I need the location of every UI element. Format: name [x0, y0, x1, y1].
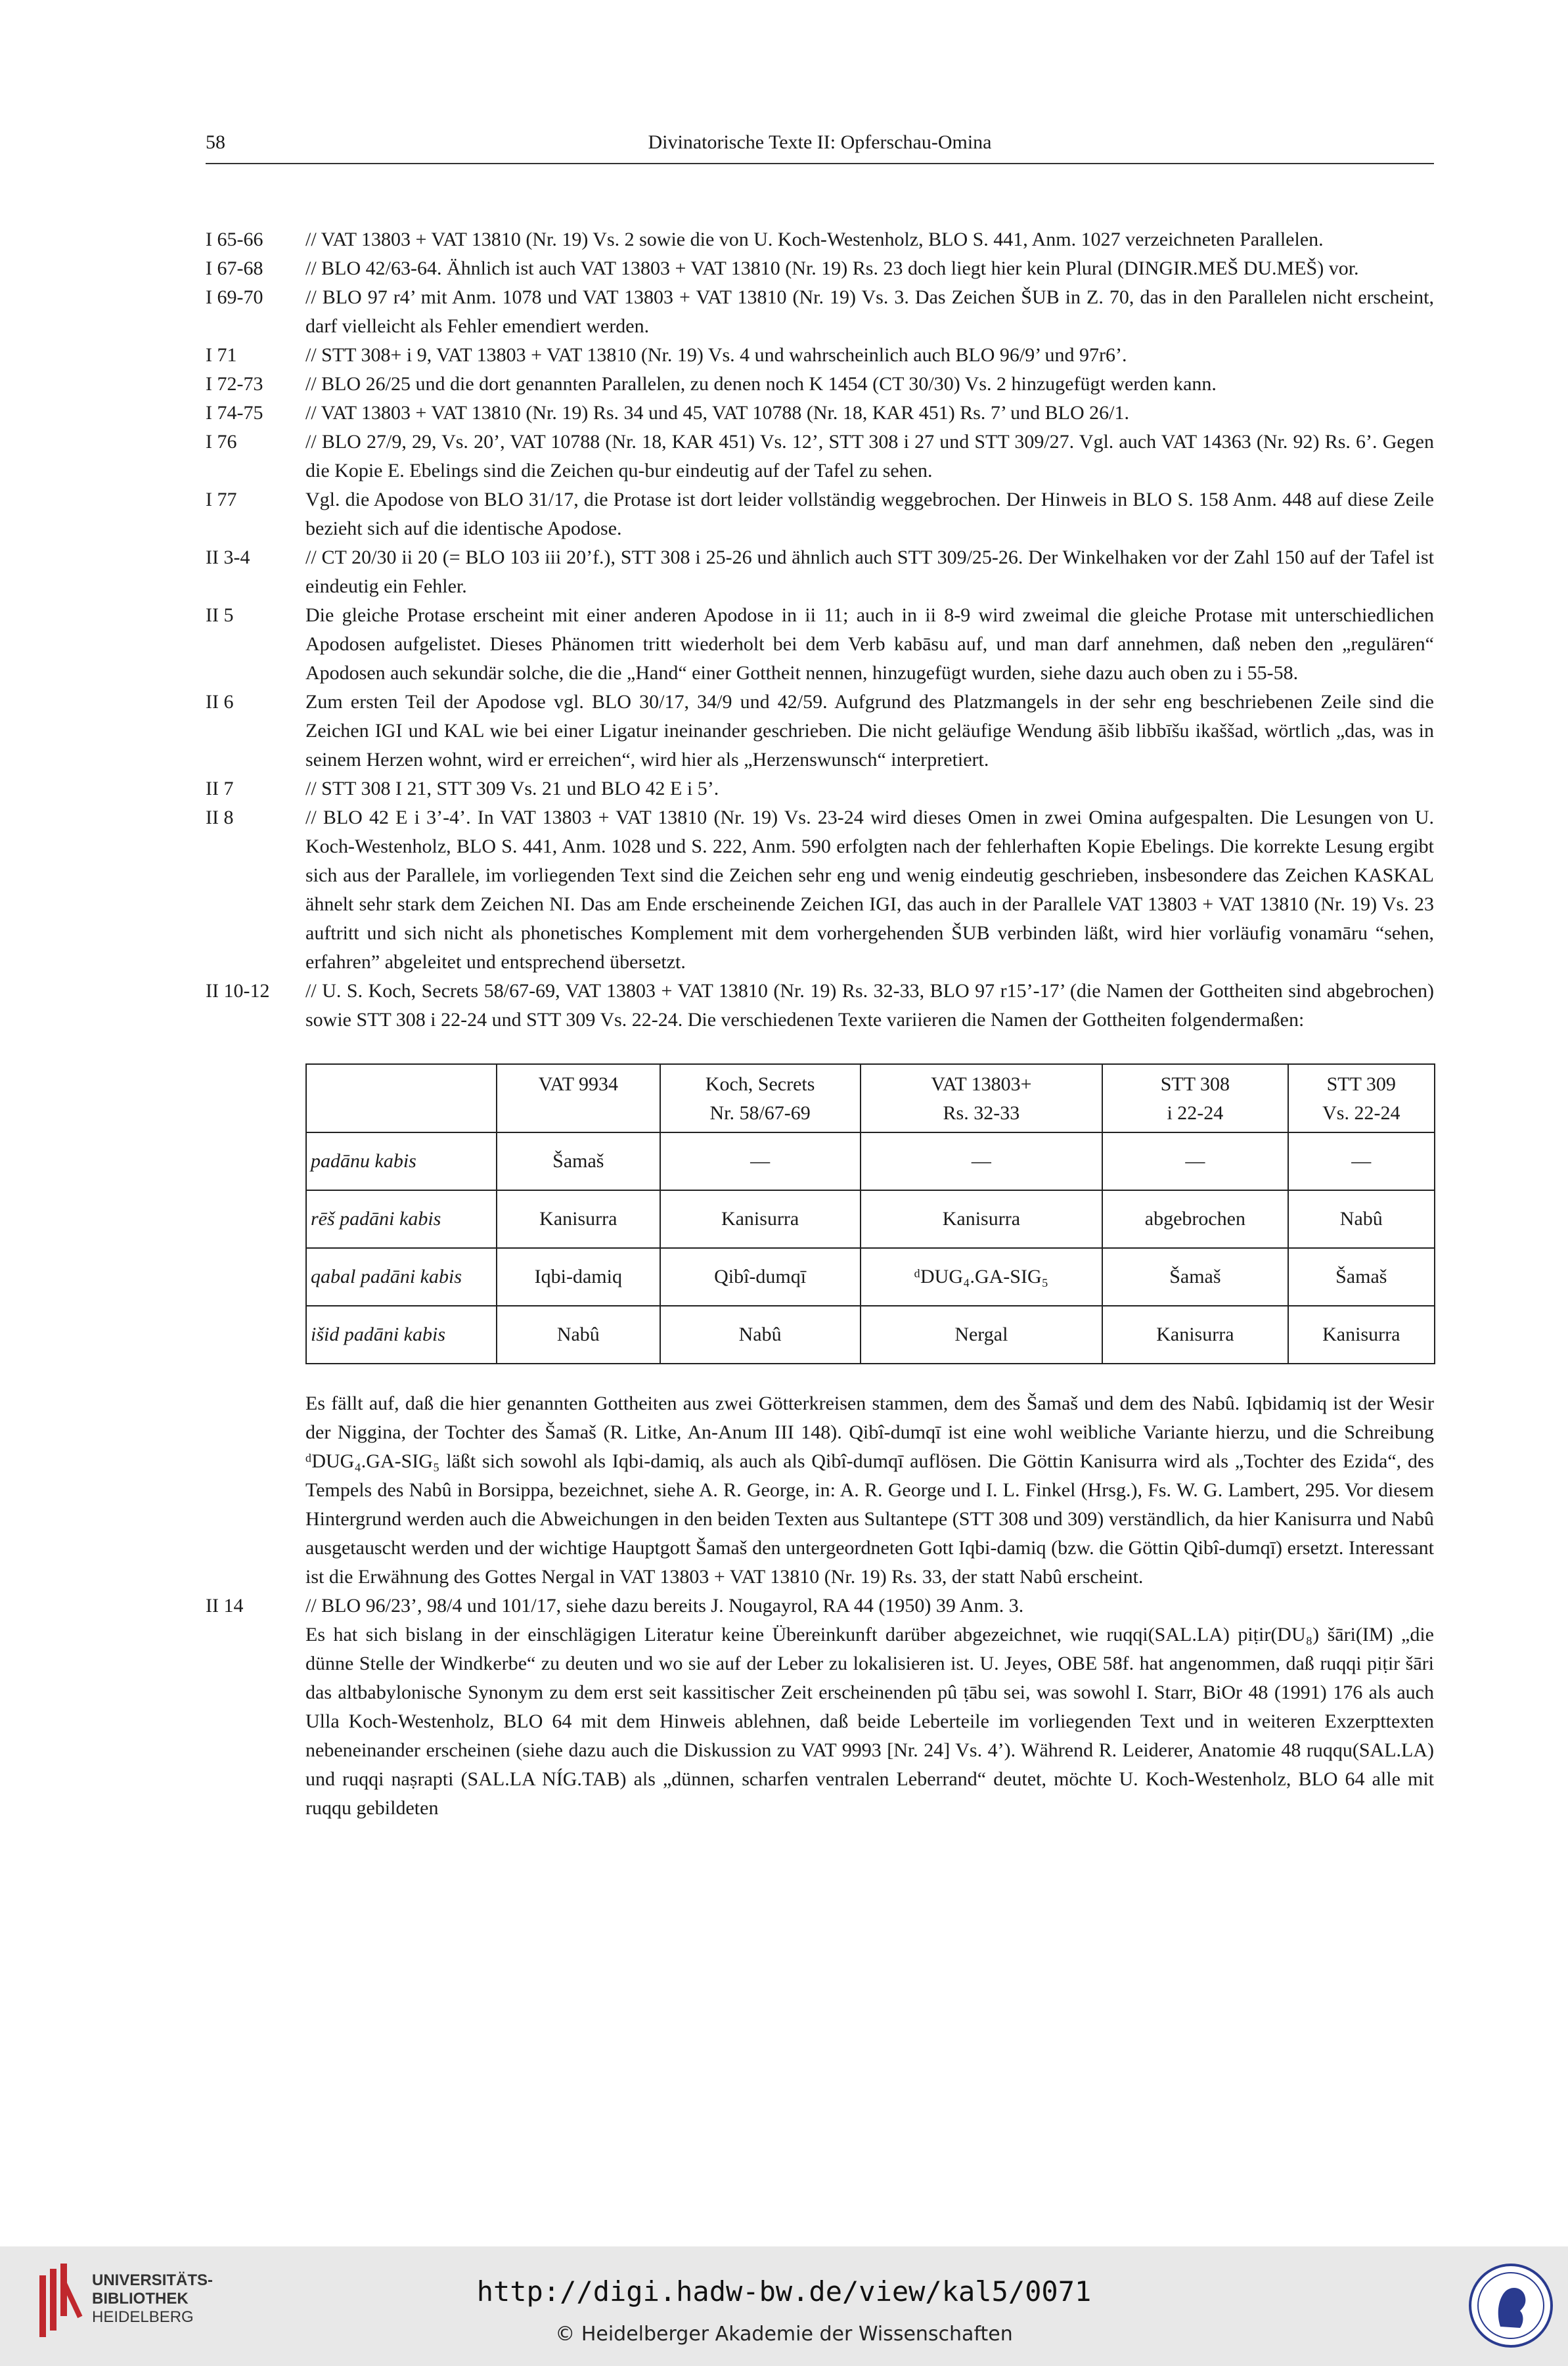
commentary-entry	[206, 341, 1434, 370]
commentary-text: // BLO 42/63-64. Ähnlich ist auch VAT 13803 + VAT 13810 (Nr. 19) Rs. 23 doch liegt hier kein Plural (DINGIR.MEŠ DU.MEŠ) vor.	[305, 257, 1359, 279]
commentary-entry	[206, 370, 1434, 399]
table-row	[306, 1306, 1435, 1364]
line-reference: I 65-66	[206, 229, 263, 250]
line-reference: II 6	[206, 691, 234, 713]
commentary-text: // VAT 13803 + VAT 13810 (Nr. 19) Vs. 2 sowie die von U. Koch-Westenholz, BLO S. 441, Anm. 1027 verzeichneten Parallelen.	[305, 229, 1324, 250]
table-cell: Nabû	[660, 1306, 861, 1364]
library-name: UNIVERSITÄTS- BIBLIOTHEK HEIDELBERG	[92, 2271, 213, 2326]
line-reference: II 8	[206, 807, 234, 828]
digitization-footer	[0, 2246, 1568, 2366]
table-row-label: qabal padāni kabis	[306, 1248, 497, 1306]
table-column-header	[306, 1064, 497, 1132]
commentary-continuation	[206, 1389, 1434, 1592]
table-cell: Kanisurra	[660, 1190, 861, 1248]
commentary-entry	[206, 254, 1434, 283]
running-title: Divinatorische Texte II: Opferschau-Omina	[648, 131, 992, 153]
table-cell: Kanisurra	[1288, 1306, 1435, 1364]
commentary-entry	[206, 399, 1434, 428]
commentary-entry	[206, 283, 1434, 341]
commentary-entry	[206, 688, 1434, 774]
commentary-entry	[206, 543, 1434, 601]
commentary-text: // BLO 42 E i 3’-4’. In VAT 13803 + VAT 13810 (Nr. 19) Vs. 23-24 wird dieses Omen in zwei Omina aufgespalten. Die Lesungen von U. Koch-Westenholz, BLO S. 441, Anm. 1028 und S. 222, Anm. 590 erfolgten nach der fehlerhaften Kopie Ebelings. Die korrekte Lesung ergibt sich aus der Parallele, im vorliegenden Text sind die Zeichen sehr eng und wenig eindeutig geschrieben, insbesondere das Zeichen KASKAL ähnelt sehr stark dem Zeichen NI. Das am Ende erscheinende Zeichen IGI, das auch in der Parallele VAT 13803 + VAT 13810 (Nr. 19) Vs. 23 auftritt und sich nicht als phonetisches Komplement mit dem vorhergehenden ŠUB verbinden läßt, wird hier vorläufig vonamāru “sehen, erfahren” abgeleitet und entsprechend übersetzt.	[305, 807, 1434, 973]
table-cell: Iqbi-damiq	[497, 1248, 660, 1306]
paragraph: Es hat sich bislang in der einschlägigen Literatur keine Übereinkunft darüber abgezeichnet, wie ruqqi(SAL.LA) piṭir(DU₈) šāri(IM) „die dünne Stelle der Windkerbe“ zu deuten und wo sie auf der Leber zu lokalisieren ist. U. Jeyes, OBE 58f. hat angenommen, daß ruqqi piṭir šāri das altbabylonische Synonym zu dem erst seit kassitischer Zeit erscheinenden pû ṭābu sei, was sowohl I. Starr, BiOr 48 (1991) 176 als auch Ulla Koch-Westenholz, BLO 64 mit dem Hinweis ablehnen, daß beide Leberteile im vorliegenden Text und in weiteren Exzerpttexten nebeneinander erscheinen (siehe dazu auch die Diskussion zu VAT 9993 [Nr. 24] Vs. 4’). Während R. Leiderer, Anatomie 48 ruqqu(SAL.LA) und ruqqi naṣrapti (SAL.LA NÍG.TAB) als „dünnen, scharfen ventralen Leberrand“ deutet, möchte U. Koch-Westenholz, BLO 64 alle mit ruqqu gebildeten	[305, 1624, 1434, 1819]
paragraph: // BLO 96/23’, 98/4 und 101/17, siehe dazu bereits J. Nougayrol, RA 44 (1950) 39 Anm. 3.	[305, 1595, 1024, 1617]
commentary-text: // BLO 26/25 und die dort genannten Parallelen, zu denen noch K 1454 (CT 30/30) Vs. 2 hinzugefügt werden kann.	[305, 373, 1217, 395]
line-reference: II 14	[206, 1595, 244, 1617]
line-reference: II 5	[206, 604, 234, 626]
deities-comparison-table	[305, 1063, 1435, 1364]
table-cell: —	[861, 1132, 1103, 1190]
table-cell: Šamaš	[497, 1132, 660, 1190]
table-cell: —	[660, 1132, 861, 1190]
commentary-entry	[206, 428, 1434, 485]
line-reference: I 71	[206, 344, 237, 366]
table-column-header: VAT 13803+ Rs. 32-33	[861, 1064, 1103, 1132]
table-column-header: VAT 9934	[497, 1064, 660, 1132]
table-row	[306, 1132, 1435, 1190]
table-cell: —	[1102, 1132, 1288, 1190]
commentary-entry	[206, 485, 1434, 543]
table-cell: Nabû	[497, 1306, 660, 1364]
commentary-body	[206, 225, 1434, 1823]
table-row-label: išid padāni kabis	[306, 1306, 497, 1364]
commentary-entry	[206, 225, 1434, 254]
permalink-url[interactable]: http://digi.hadw-bw.de/view/kal5/0071	[476, 2275, 1092, 2308]
table-column-header: Koch, Secrets Nr. 58/67-69	[660, 1064, 861, 1132]
copyright-notice: © Heidelberger Akademie der Wissenschaften	[555, 2323, 1013, 2346]
commentary-text: Vgl. die Apodose von BLO 31/17, die Protase ist dort leider vollständig weggebrochen. Der Hinweis in BLO S. 158 Anm. 448 auf diese Zeile bezieht sich auf die identische Apodose.	[305, 489, 1434, 539]
line-reference: I 76	[206, 431, 237, 453]
table-row	[306, 1190, 1435, 1248]
table-column-header: STT 308 i 22-24	[1102, 1064, 1288, 1132]
commentary-entries	[206, 225, 1434, 1035]
commentary-entry-II-14	[206, 1592, 1434, 1823]
table-cell: Šamaš	[1288, 1248, 1435, 1306]
line-reference: I 72-73	[206, 373, 263, 395]
commentary-entry	[206, 977, 1434, 1035]
line-reference: II 10-12	[206, 980, 270, 1002]
table-cell: Kanisurra	[861, 1190, 1103, 1248]
table-cell: ᵈDUG₄.GA-SIG₅	[861, 1248, 1103, 1306]
commentary-text: // U. S. Koch, Secrets 58/67-69, VAT 13803 + VAT 13810 (Nr. 19) Rs. 32-33, BLO 97 r15’-17’ (die Namen der Gottheiten sind abgebrochen) sowie STT 308 i 22-24 und STT 309 Vs. 22-24. Die verschiedenen Texte variieren die Namen der Gottheiten folgendermaßen:	[305, 980, 1434, 1031]
table-cell: Kanisurra	[497, 1190, 660, 1248]
line-reference: I 67-68	[206, 257, 263, 279]
table-column-header: STT 309 Vs. 22-24	[1288, 1064, 1435, 1132]
commentary-entry	[206, 803, 1434, 977]
commentary-text: Zum ersten Teil der Apodose vgl. BLO 30/17, 34/9 und 42/59. Aufgrund des Platzmangels in der sehr eng beschriebenen Zeile sind die Zeichen IGI und KAL wie bei einer Ligatur ineinander geschrieben. Die nicht geläufige Wendung āšib libbīšu ikaššad, wörtlich „das, was in seinem Herzen wohnt, wird er erreichen“, wird hier als „Herzenswunsch“ interpretiert.	[305, 691, 1434, 770]
commentary-text: // VAT 13803 + VAT 13810 (Nr. 19) Rs. 34 und 45, VAT 10788 (Nr. 18, KAR 451) Rs. 7’ und BLO 26/1.	[305, 402, 1129, 424]
commentary-text: Die gleiche Protase erscheint mit einer anderen Apodose in ii 11; auch in ii 8-9 wird zweimal die gleiche Protase mit unterschiedlichen Apodosen aufgelistet. Dieses Phänomen tritt wiederholt bei dem Verb kabāsu auf, und man darf annehmen, daß neben den „regulären“ Apodosen auch sekundär solche, die die „Hand“ einer Gottheit nennen, hinzugefügt wurden, siehe dazu auch oben zu i 55-58.	[305, 604, 1434, 684]
table-cell: Kanisurra	[1102, 1306, 1288, 1364]
table-cell: Nergal	[861, 1306, 1103, 1364]
page-number: 58	[206, 131, 225, 153]
running-header	[206, 131, 1434, 164]
table-row-label: padānu kabis	[306, 1132, 497, 1190]
commentary-text: // BLO 27/9, 29, Vs. 20’, VAT 10788 (Nr. 18, KAR 451) Vs. 12’, STT 308 i 27 und STT 309/27. Vgl. auch VAT 14363 (Nr. 92) Rs. 6’. Gegen die Kopie E. Ebelings sind die Zeichen qu-bur eindeutig auf der Tafel zu sehen.	[305, 431, 1434, 481]
commentary-entry	[206, 774, 1434, 803]
table-row-label: rēš padāni kabis	[306, 1190, 497, 1248]
line-reference: II 3-4	[206, 547, 250, 568]
deities-table-wrapper	[206, 1063, 1434, 1364]
line-reference: I 74-75	[206, 402, 263, 424]
table-cell: —	[1288, 1132, 1435, 1190]
line-reference: II 7	[206, 778, 234, 799]
table-cell: abgebrochen	[1102, 1190, 1288, 1248]
table-cell: Šamaš	[1102, 1248, 1288, 1306]
table-row	[306, 1248, 1435, 1306]
table-header-row	[306, 1064, 1435, 1132]
commentary-text	[305, 1592, 1434, 1823]
table-cell: Qibî-dumqī	[660, 1248, 861, 1306]
paragraph-after-table: Es fällt auf, daß die hier genannten Gottheiten aus zwei Götterkreisen stammen, dem des Šamaš und dem des Nabû. Iqbidamiq ist der Wesir der Niggina, der Tochter des Šamaš (R. Litke, An-Anum III 148). Qibî-dumqī ist eine wohl weibliche Variante hierzu, und die Schreibung ᵈDUG₄.GA-SIG₅ läßt sich sowohl als Iqbi-damiq, als auch als Qibî-dumqī auflösen. Die Göttin Kanisurra wird als „Tochter des Ezida“, des Tempels des Nabû in Borsippa, bezeichnet, siehe A. R. George, in: A. R. George und I. L. Finkel (Hrsg.), Fs. W. G. Lambert, 295. Vor diesem Hintergrund werden auch die Abweichungen in den beiden Texten aus Sultantepe (STT 308 und 309) verständlich, da hier Kanisurra und Nabû ausgetauscht werden und der wichtige Hauptgott Šamaš den untergeordneten Gott Iqbi-damiq (bzw. die Göttin Qibî-dumqī) ersetzt. Interessant ist die Erwähnung des Gottes Nergal in VAT 13803 + VAT 13810 (Nr. 19) Rs. 33, der statt Nabû erscheint.	[305, 1393, 1434, 1588]
commentary-text: // BLO 97 r4’ mit Anm. 1078 und VAT 13803 + VAT 13810 (Nr. 19) Vs. 3. Das Zeichen ŠUB in Z. 70, das in den Parallelen nicht erscheint, darf vielleicht als Fehler emendiert werden.	[305, 286, 1434, 337]
line-reference: I 69-70	[206, 286, 263, 308]
table-cell: Nabû	[1288, 1190, 1435, 1248]
commentary-entry	[206, 601, 1434, 688]
commentary-text: // CT 20/30 ii 20 (= BLO 103 iii 20’f.), STT 308 i 25-26 und ähnlich auch STT 309/25-26. Der Winkelhaken vor der Zahl 150 auf der Tafel ist eindeutig ein Fehler.	[305, 547, 1434, 597]
commentary-text: // STT 308+ i 9, VAT 13803 + VAT 13810 (Nr. 19) Vs. 4 und wahrscheinlich auch BLO 96/9’ und 97r6’.	[305, 344, 1127, 366]
line-reference: I 77	[206, 489, 237, 510]
commentary-text: // STT 308 I 21, STT 309 Vs. 21 und BLO 42 E i 5’.	[305, 778, 719, 799]
academy-seal-icon	[1467, 2262, 1554, 2349]
table-body	[306, 1132, 1435, 1364]
